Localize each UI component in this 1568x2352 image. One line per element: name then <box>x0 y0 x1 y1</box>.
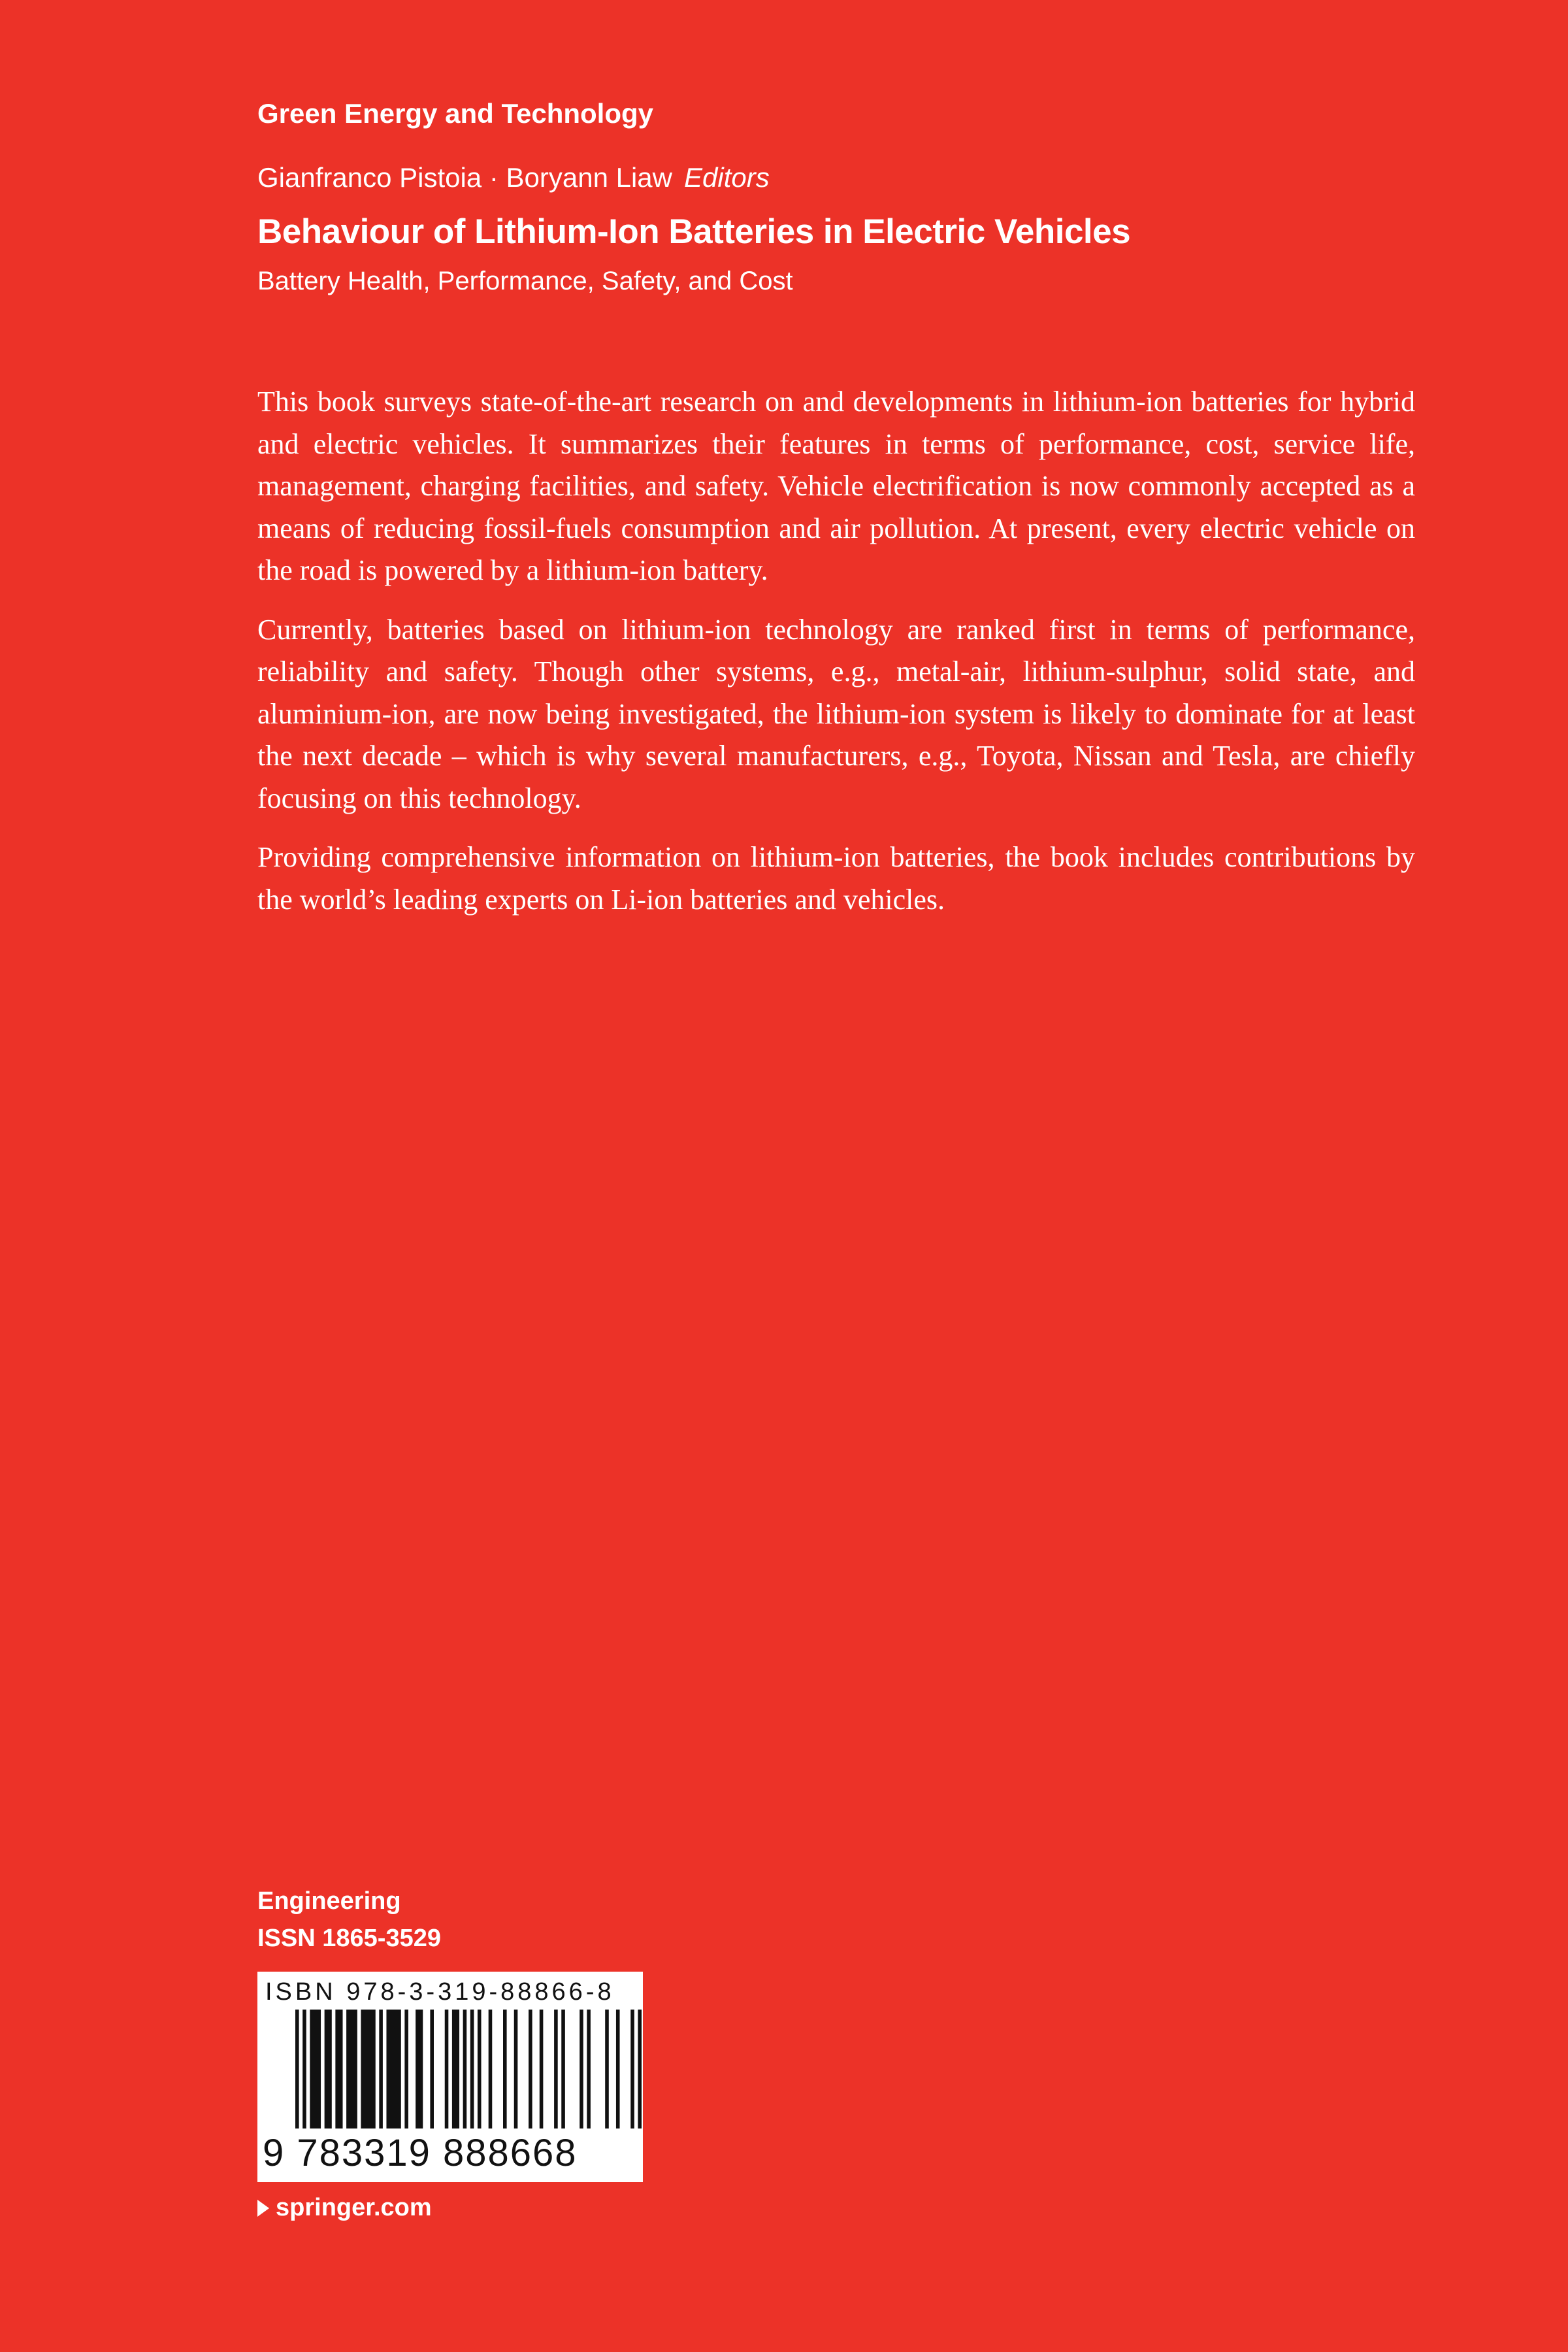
barcode-bar <box>514 2010 518 2128</box>
isbn-label: ISBN 978-3-319-88866-8 <box>265 1978 615 2006</box>
barcode-bar <box>295 2010 299 2128</box>
barcode-bar <box>529 2010 532 2128</box>
barcode-bar <box>580 2010 583 2128</box>
barcode-bar <box>540 2010 544 2128</box>
barcode-icon <box>295 2010 642 2128</box>
barcode-bar <box>554 2010 558 2128</box>
barcode-bar <box>386 2010 400 2128</box>
description-paragraph-3: Providing comprehensive information on lithium-ion batteries, the book includes contributions by the world’s leading experts on Li-ion batteries and vehicles. <box>257 841 1415 916</box>
barcode-bar <box>335 2010 342 2128</box>
barcode-bar <box>416 2010 423 2128</box>
barcode-bar <box>503 2010 507 2128</box>
barcode-bar <box>561 2010 565 2128</box>
barcode-bar <box>325 2010 332 2128</box>
barcode-bar <box>379 2010 383 2128</box>
barcode-bar <box>445 2010 449 2128</box>
barcode-bar <box>478 2010 482 2128</box>
barcode-bar <box>638 2010 642 2128</box>
editor-names: Gianfranco Pistoia · Boryann Liaw <box>257 162 672 193</box>
barcode-bar <box>605 2010 609 2128</box>
description-paragraph-1: This book surveys state-of-the-art research on and developments in lithium-ion batteries for hybrid and electric vehicles. It summarizes their features in terms of performance, cost, service life, management, charging facilities, and safety. Vehicle electrification is now commonly accepted as a means of reducing fossil-fuels consumption and air pollution. At present, every electric vehicle on the road is powered by a lithium-ion battery. <box>257 386 1415 586</box>
barcode-bar <box>489 2010 493 2128</box>
description-paragraph-2: Currently, batteries based on lithium-ion technology are ranked first in terms of performance, reliability and safety. Though other systems, e.g., metal-air, lithium-sulphur, solid state, and aluminium-ion, are now being investigated, the lithium-ion system is likely to dominate for at least the next decade – which is why several manufacturers, e.g., Toyota, Nissan and Tesla, are chiefly focusing on this technology. <box>257 613 1415 814</box>
barcode-bar <box>346 2010 357 2128</box>
barcode-bar <box>463 2010 467 2128</box>
barcode-bar <box>470 2010 474 2128</box>
series-name: Green Energy and Technology <box>257 98 654 129</box>
editors-role: Editors <box>683 162 770 193</box>
springer-link-text: springer.com <box>276 2194 432 2221</box>
barcode-bar <box>361 2010 375 2128</box>
springer-link[interactable] <box>257 2194 432 2222</box>
book-description <box>257 381 1415 938</box>
barcode-bar <box>302 2010 306 2128</box>
ean-digits: 9 783319 888668 <box>263 2132 578 2174</box>
barcode-bar <box>430 2010 434 2128</box>
book-title: Behaviour of Lithium-Ion Batteries in Electric Vehicles <box>257 212 1131 251</box>
barcode-bar <box>452 2010 459 2128</box>
book-subtitle: Battery Health, Performance, Safety, and Cost <box>257 267 793 295</box>
editors-line <box>257 162 770 193</box>
barcode-bar <box>630 2010 634 2128</box>
issn-number: ISSN 1865-3529 <box>257 1925 441 1952</box>
barcode-bar <box>587 2010 591 2128</box>
subject-category: Engineering <box>257 1887 401 1915</box>
arrow-right-icon <box>257 2200 269 2217</box>
barcode-block <box>257 1972 643 2182</box>
barcode-bar <box>404 2010 408 2128</box>
barcode-bar <box>616 2010 620 2128</box>
barcode-bar <box>310 2010 321 2128</box>
